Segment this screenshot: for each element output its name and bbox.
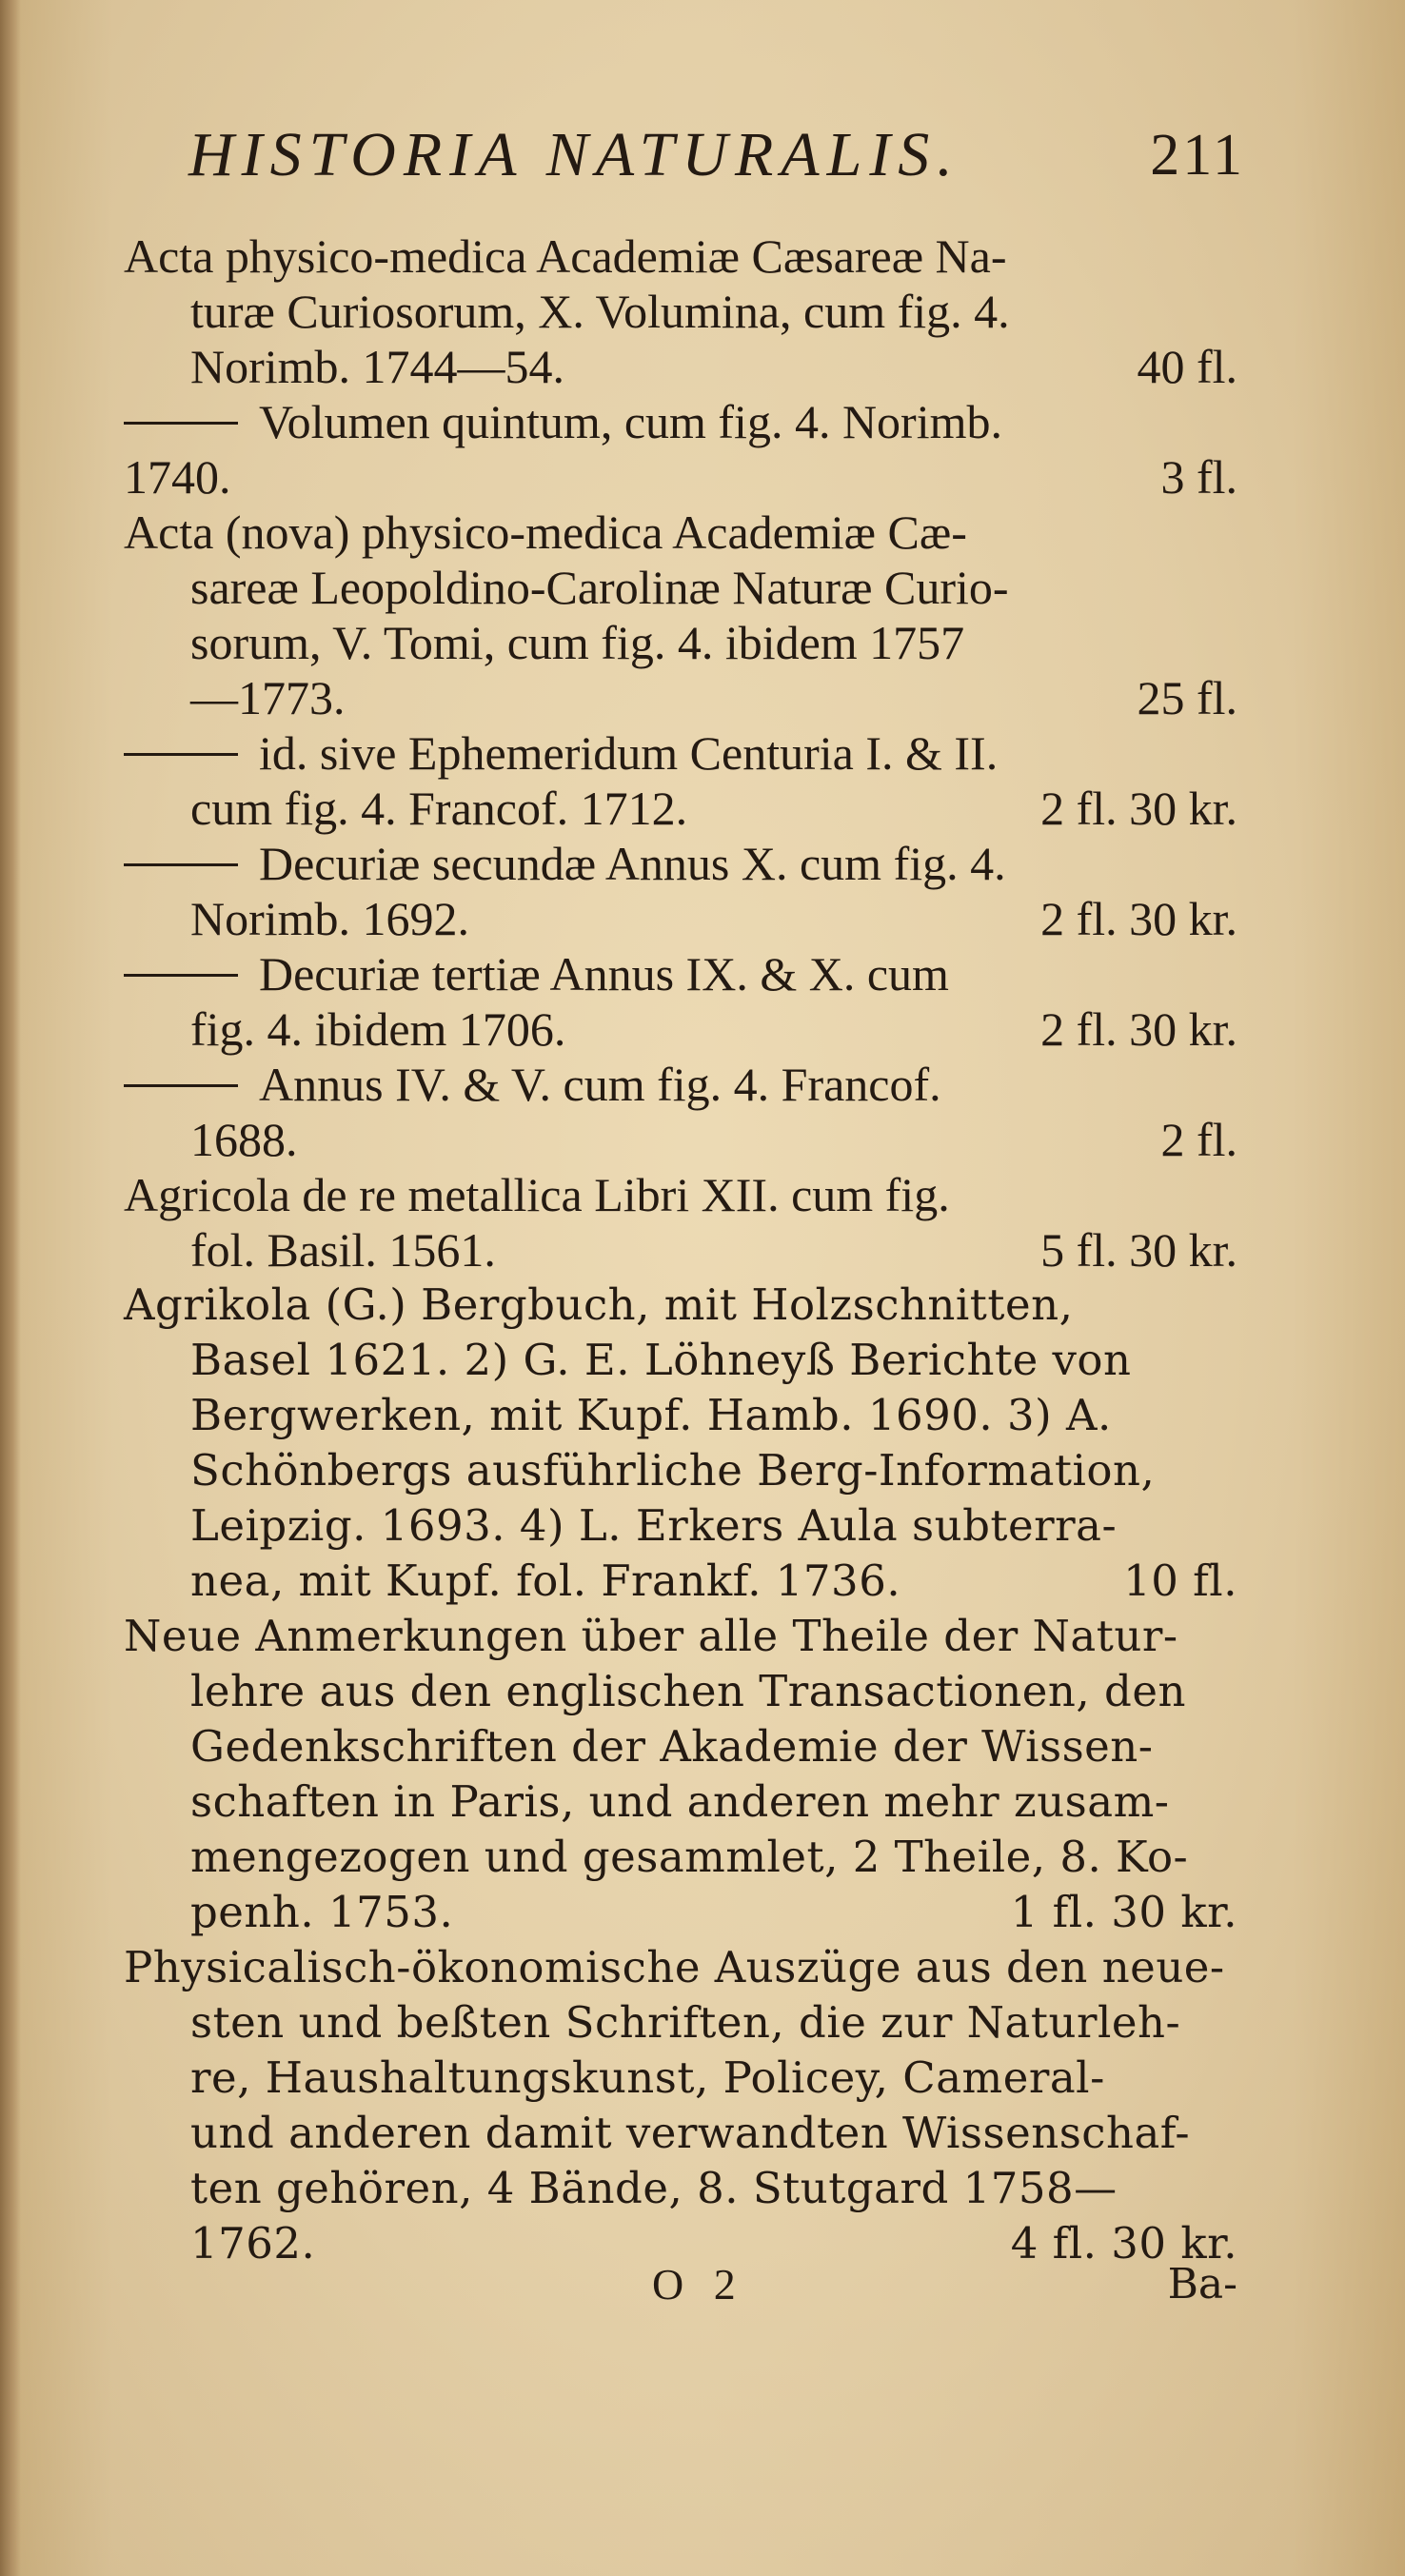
entry-text-content: Acta physico-medica Academiæ Cæsareæ Na- — [124, 229, 1007, 283]
entry-text-content: —1773. — [190, 671, 346, 724]
entry-line — [124, 2106, 1237, 2161]
entry-line — [124, 781, 1237, 836]
entry-text — [190, 1112, 298, 1167]
entry-text — [124, 394, 1002, 449]
entry-price: 2 fl. 30 kr. — [1040, 1002, 1237, 1056]
entry-line — [124, 1774, 1237, 1830]
entry-price: 4 fl. 30 kr. — [1010, 2218, 1237, 2269]
entry-text-content: sorum, V. Tomi, cum fig. 4. ibidem 1757 — [190, 616, 965, 669]
entry-text — [190, 339, 564, 394]
entry-price: 40 fl. — [1137, 340, 1237, 393]
entry-line — [124, 2051, 1237, 2106]
entry-line — [124, 1830, 1237, 1885]
entry-text — [190, 1388, 1112, 1443]
entry-text-content: Acta (nova) physico-medica Academiæ Cæ- — [124, 505, 967, 559]
entry-text — [190, 670, 346, 725]
entry-price: 5 fl. 30 kr. — [1040, 1223, 1237, 1277]
entry-text-content: sareæ Leopoldino-Carolinæ Naturæ Curio- — [190, 561, 1009, 614]
entry-text-content: cum fig. 4. Francof. 1712. — [190, 782, 688, 835]
entry-text — [190, 284, 1010, 339]
entry-line — [124, 946, 1237, 1001]
entry-text — [190, 1222, 496, 1278]
entry-line — [124, 1388, 1237, 1443]
entry-text-content: Annus IV. & V. cum fig. 4. Francof. — [259, 1058, 941, 1111]
entry-text — [190, 1443, 1155, 1498]
entry-line — [124, 1001, 1237, 1057]
entry-line — [124, 1995, 1237, 2051]
entry-line — [124, 670, 1237, 725]
entry-text — [124, 1278, 1073, 1333]
entry-text-content: Gedenkschriften der Akademie der Wissen- — [190, 1721, 1154, 1772]
entry-text-content: schaften in Paris, und anderen mehr zusam- — [190, 1776, 1170, 1827]
entry-text-content: Leipzig. 1693. 4) L. Erkers Aula subterra- — [190, 1500, 1118, 1551]
entry-text-content: 1688. — [190, 1113, 298, 1166]
entry-text-content: penh. 1753. — [190, 1887, 454, 1937]
entry-text-content: sten und beßten Schriften, die zur Naturleh- — [190, 1997, 1181, 2048]
entry-text-content: und anderen damit verwandten Wissenschaf- — [190, 2108, 1191, 2158]
entry-line — [124, 836, 1237, 891]
entry-text-content: fig. 4. ibidem 1706. — [190, 1002, 566, 1056]
entry-text-content: Volumen quintum, cum fig. 4. Norimb. — [259, 395, 1002, 448]
entry-line — [124, 1664, 1237, 1719]
entry-text — [190, 1001, 565, 1057]
entry-line — [124, 1333, 1237, 1388]
entry-text — [124, 228, 1007, 284]
entry-line — [124, 1940, 1237, 1995]
entry-text-content: Schönbergs ausführliche Berg-Information, — [190, 1445, 1156, 1496]
entry-text — [190, 1774, 1169, 1830]
ditto-rule — [124, 974, 238, 977]
entry-text — [190, 2106, 1190, 2161]
entry-text — [190, 2161, 1118, 2216]
entry-price: 2 fl. 30 kr. — [1040, 892, 1237, 945]
entry-line — [124, 1167, 1237, 1222]
entry-text-content: ten gehören, 4 Bände, 8. Stutgard 1758— — [190, 2163, 1118, 2213]
entry-text-content: Agricola de re metallica Libri XII. cum fig. — [124, 1168, 950, 1221]
ditto-rule — [124, 422, 238, 425]
entry-line — [124, 394, 1237, 449]
catalogue-entries — [124, 228, 1237, 2271]
entry-text — [190, 781, 687, 836]
entry-text-content: turæ Curiosorum, X. Volumina, cum fig. 4. — [190, 285, 1010, 338]
entry-text-content: Neue Anmerkungen über alle Theile der Natur- — [124, 1611, 1178, 1661]
entry-text — [190, 560, 1009, 615]
entry-text — [190, 1664, 1186, 1719]
entry-line — [124, 891, 1237, 946]
entry-text-content: Agrikola (G.) Bergbuch, mit Holzschnitten, — [124, 1279, 1074, 1330]
entry-line — [124, 339, 1237, 394]
entry-line — [124, 1885, 1237, 1940]
entry-text — [190, 1830, 1188, 1885]
entry-line — [124, 615, 1237, 670]
entry-text-content: Norimb. 1744—54. — [190, 340, 565, 393]
entry-text-content: id. sive Ephemeridum Centuria I. & II. — [259, 726, 999, 780]
entry-line — [124, 228, 1237, 284]
entry-text-content: Physicalisch-ökonomische Auszüge aus den neue- — [124, 1942, 1225, 1992]
entry-text — [190, 2051, 1105, 2106]
entry-text — [190, 1719, 1154, 1774]
running-title: HISTORIA NATURALIS. — [188, 120, 960, 189]
entry-text-content: Decuriæ secundæ Annus X. cum fig. 4. — [259, 837, 1006, 890]
entry-line — [124, 560, 1237, 615]
entry-text-content: Bergwerken, mit Kupf. Hamb. 1690. 3) A. — [190, 1390, 1112, 1440]
entry-text — [124, 1609, 1178, 1664]
entry-text-content: Basel 1621. 2) G. E. Löhneyß Berichte von — [190, 1335, 1132, 1385]
entry-line — [124, 1609, 1237, 1664]
entry-text — [190, 1554, 900, 1609]
page-footer — [124, 2251, 1237, 2318]
entry-price: 2 fl. 30 kr. — [1040, 782, 1237, 835]
entry-text-content: Decuriæ tertiæ Annus IX. & X. cum — [259, 947, 949, 1001]
entry-line — [124, 284, 1237, 339]
entry-price: 1 fl. 30 kr. — [1010, 1887, 1237, 1937]
page-number: 211 — [1150, 123, 1245, 188]
entry-text — [124, 449, 231, 505]
entry-line — [124, 725, 1237, 781]
entry-price: 3 fl. — [1160, 450, 1237, 504]
entry-text — [124, 1167, 950, 1222]
entry-text — [124, 1940, 1225, 1995]
entry-text-content: 1762. — [190, 2218, 316, 2269]
entry-price: 2 fl. — [1160, 1113, 1237, 1166]
ditto-rule — [124, 1084, 238, 1087]
entry-text — [124, 725, 998, 781]
entry-text — [190, 1995, 1180, 2051]
entry-line — [124, 1554, 1237, 1609]
entry-text — [190, 1885, 453, 1940]
entry-text — [190, 1498, 1117, 1554]
entry-line — [124, 1278, 1237, 1333]
entry-text — [124, 1057, 941, 1112]
entry-text-content: lehre aus den englischen Transactionen, den — [190, 1666, 1186, 1716]
entry-line — [124, 505, 1237, 560]
entry-line — [124, 2161, 1237, 2216]
entry-price: 25 fl. — [1137, 671, 1237, 724]
entry-text-content: 1740. — [124, 450, 231, 504]
entry-line — [124, 1222, 1237, 1278]
catchword: Ba- — [1167, 2260, 1237, 2308]
entry-text-content: fol. Basil. 1561. — [190, 1223, 496, 1277]
entry-text-content: nea, mit Kupf. fol. Frankf. 1736. — [190, 1556, 901, 1606]
entry-text-content: mengezogen und gesammlet, 2 Theile, 8. Ko- — [190, 1832, 1189, 1882]
entry-line — [124, 1112, 1237, 1167]
entry-line — [124, 1719, 1237, 1774]
entry-line — [124, 449, 1237, 505]
entry-text — [190, 891, 469, 946]
entry-price: 10 fl. — [1123, 1556, 1237, 1606]
entry-text — [190, 615, 964, 670]
ditto-rule — [124, 863, 238, 866]
entry-text — [190, 1333, 1132, 1388]
signature-mark: O 2 — [652, 2260, 745, 2308]
entry-line — [124, 1498, 1237, 1554]
entry-text-content: re, Haushaltungskunst, Policey, Cameral- — [190, 2052, 1105, 2103]
entry-text — [124, 505, 967, 560]
entry-line — [124, 1443, 1237, 1498]
entry-text-content: Norimb. 1692. — [190, 892, 470, 945]
entry-text — [124, 836, 1006, 891]
entry-text — [124, 946, 949, 1001]
page-header — [188, 112, 1245, 198]
ditto-rule — [124, 753, 238, 756]
page-binding-edge — [0, 0, 21, 2576]
entry-line — [124, 1057, 1237, 1112]
